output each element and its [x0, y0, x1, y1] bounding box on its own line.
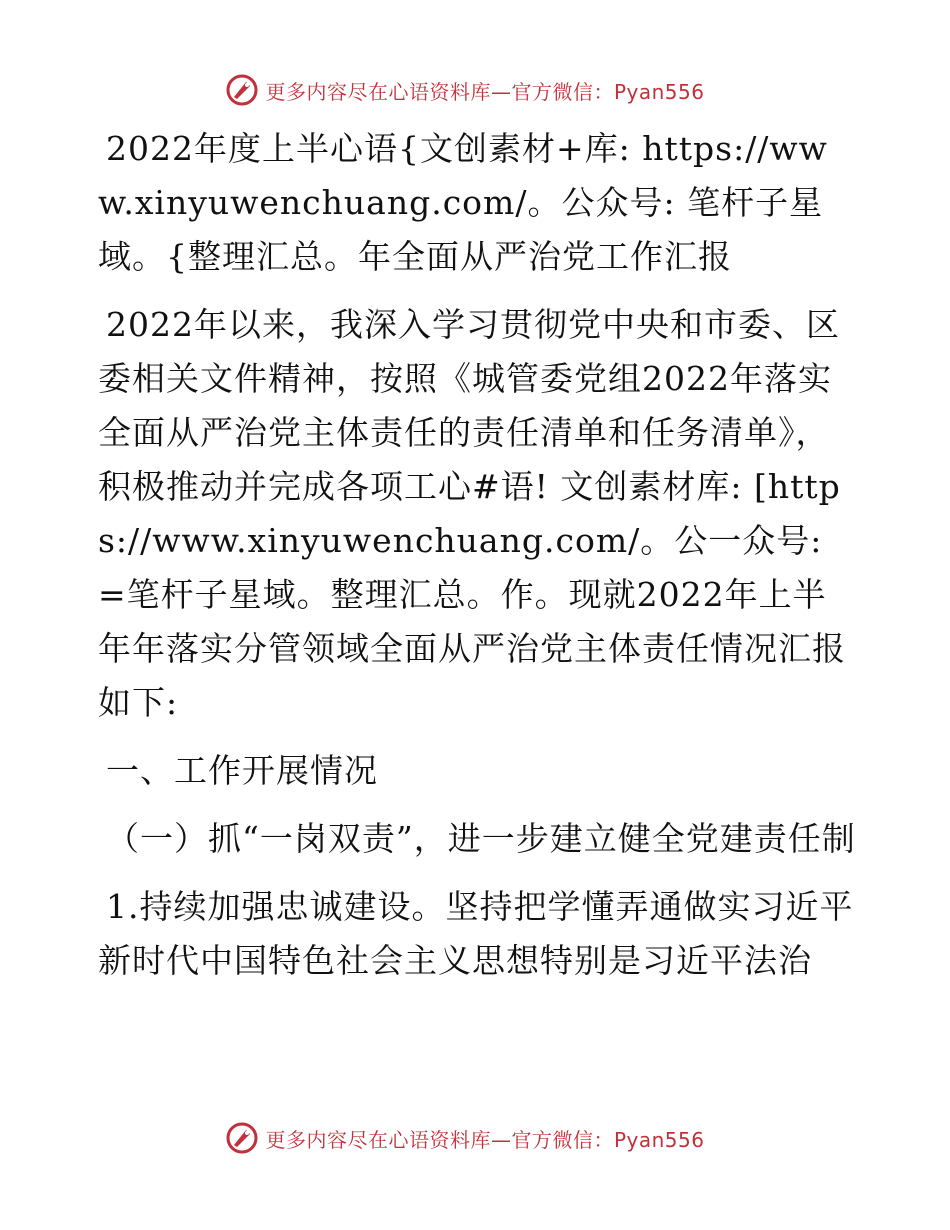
subsection-heading: （一）抓“一岗双责”，进一步建立健全党建责任制	[106, 819, 856, 858]
document-title-paragraph: 2022年度上半心语{文创素材+库: https://www.xinyuwenchuang.com/。公众号: 笔杆子星域。{整理汇总。年全面从严治党工作汇报	[98, 129, 828, 276]
document-body	[98, 122, 858, 1002]
footer-watermark	[0, 1118, 950, 1158]
item-paragraph: 1.持续加强忠诚建设。坚持把学懂弄通做实习近平新时代中国特色社会主义思想特别是习近平法治	[98, 887, 854, 980]
watermark-text: 更多内容尽在心语资料库—官方微信：Pyan556	[265, 79, 705, 104]
watermark-text: 更多内容尽在心语资料库—官方微信：Pyan556	[265, 1127, 705, 1152]
section-heading: 一、工作开展情况	[106, 751, 378, 790]
pen-nib-circle-icon	[225, 1121, 259, 1155]
intro-paragraph: 2022年以来，我深入学习贯彻党中央和市委、区委相关文件精神，按照《城管委党组2022年落实全面从严治党主体责任的责任清单和任务清单》，积极推动并完成各项工心#语! 文创素材库: [https://www.xinyuwenchuang.com/。公一众号: =笔杆子星域。整理汇总。作。现就2022年上半年年落实分管领域全面从严治党主体责任情况汇报如下:	[98, 305, 846, 722]
pen-nib-circle-icon	[225, 73, 259, 107]
header-watermark	[0, 70, 950, 110]
